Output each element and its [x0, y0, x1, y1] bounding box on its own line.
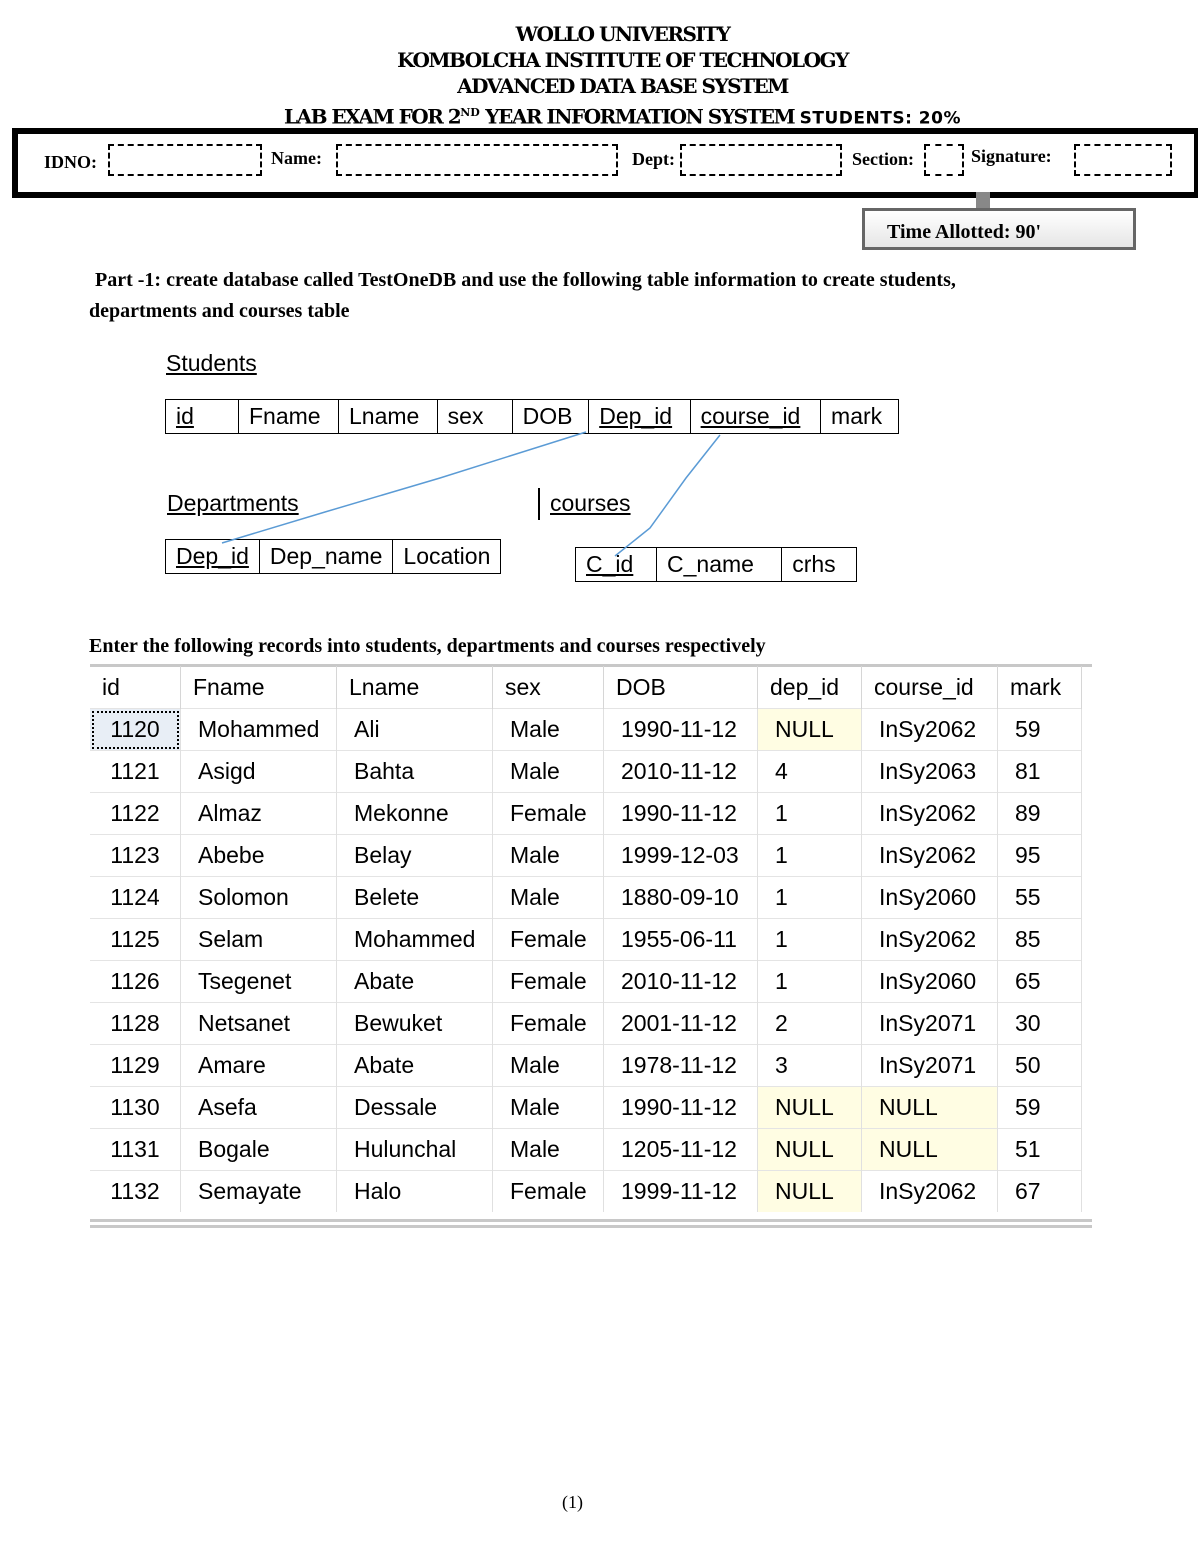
table-cell[interactable]: 1122	[90, 793, 181, 835]
table-cell[interactable]: Male	[493, 877, 604, 919]
table-row[interactable]	[90, 1129, 1082, 1171]
exam-suffix: STUDENTS: 20%	[799, 108, 961, 129]
students-schema-title: Students	[166, 350, 257, 376]
table-cell[interactable]: NULL	[758, 1171, 862, 1213]
table-cell[interactable]: Abate	[337, 961, 493, 1003]
departments-col-depname: Dep_name	[259, 540, 393, 574]
students-col-fname: Fname	[239, 400, 339, 434]
grid-bottom-border-2	[90, 1225, 1092, 1228]
table-cell[interactable]: 1128	[90, 1003, 181, 1045]
table-cell[interactable]: 59	[998, 1087, 1082, 1129]
records-col-header[interactable]: id	[90, 666, 181, 709]
table-cell[interactable]: 1126	[90, 961, 181, 1003]
table-cell[interactable]: 1955-06-11	[604, 919, 758, 961]
courses-col-crhs: crhs	[782, 548, 857, 582]
table-cell[interactable]: Bewuket	[337, 1003, 493, 1045]
table-cell[interactable]: 59	[998, 709, 1082, 751]
table-row[interactable]	[90, 1003, 1082, 1045]
departments-col-location: Location	[393, 540, 501, 574]
table-cell[interactable]: InSy2060	[862, 877, 998, 919]
table-cell[interactable]: Almaz	[181, 793, 337, 835]
table-row[interactable]	[90, 751, 1082, 793]
table-row[interactable]	[90, 1045, 1082, 1087]
table-cell[interactable]: Ali	[337, 709, 493, 751]
name-label: Name:	[271, 148, 322, 168]
table-row[interactable]	[90, 919, 1082, 961]
table-cell[interactable]: Abate	[337, 1045, 493, 1087]
records-col-header[interactable]: dep_id	[758, 666, 862, 709]
table-cell[interactable]: Semayate	[181, 1171, 337, 1213]
records-instruction: Enter the following records into students, departments and courses respectively	[89, 635, 766, 657]
table-cell[interactable]: NULL	[862, 1087, 998, 1129]
records-body	[90, 709, 1082, 1213]
table-cell[interactable]: Female	[493, 919, 604, 961]
table-cell[interactable]: 51	[998, 1129, 1082, 1171]
table-cell[interactable]: Hulunchal	[337, 1129, 493, 1171]
table-cell[interactable]: 1123	[90, 835, 181, 877]
part1-line1: Part -1: create database called TestOneDB and use the following table information to create students,	[95, 269, 956, 291]
table-cell[interactable]: Bahta	[337, 751, 493, 793]
table-cell[interactable]: Female	[493, 961, 604, 1003]
students-col-id: id	[166, 400, 239, 434]
table-cell[interactable]: Male	[493, 751, 604, 793]
table-cell[interactable]: NULL	[862, 1129, 998, 1171]
table-cell[interactable]: 1	[758, 877, 862, 919]
table-cell[interactable]: Belete	[337, 877, 493, 919]
table-cell[interactable]: Asigd	[181, 751, 337, 793]
table-cell[interactable]: 50	[998, 1045, 1082, 1087]
table-cell[interactable]: 3	[758, 1045, 862, 1087]
table-cell[interactable]: Mohammed	[181, 709, 337, 751]
table-cell[interactable]: NULL	[758, 1129, 862, 1171]
exam-prefix: LAB EXAM FOR 2	[283, 104, 461, 129]
records-col-header[interactable]: mark	[998, 666, 1082, 709]
table-cell[interactable]: 1129	[90, 1045, 181, 1087]
table-row[interactable]	[90, 1087, 1082, 1129]
table-cell[interactable]: 67	[998, 1171, 1082, 1213]
students-col-dob: DOB	[512, 400, 589, 434]
table-cell[interactable]: 95	[998, 835, 1082, 877]
courseid-link-line	[615, 435, 720, 556]
table-row[interactable]	[90, 1171, 1082, 1213]
table-cell[interactable]: NULL	[758, 709, 862, 751]
courses-schema-title: courses	[550, 490, 631, 516]
table-cell[interactable]: 1	[758, 961, 862, 1003]
table-cell[interactable]: InSy2071	[862, 1045, 998, 1087]
records-col-header[interactable]: sex	[493, 666, 604, 709]
table-cell[interactable]: Solomon	[181, 877, 337, 919]
table-cell[interactable]: 65	[998, 961, 1082, 1003]
table-cell[interactable]: InSy2062	[862, 835, 998, 877]
table-cell[interactable]: Halo	[337, 1171, 493, 1213]
table-cell[interactable]: Abebe	[181, 835, 337, 877]
table-cell[interactable]: 1880-09-10	[604, 877, 758, 919]
table-cell[interactable]: 1121	[90, 751, 181, 793]
students-col-lname: Lname	[339, 400, 438, 434]
table-cell[interactable]: InSy2062	[862, 709, 998, 751]
table-cell[interactable]: 89	[998, 793, 1082, 835]
table-cell[interactable]: Bogale	[181, 1129, 337, 1171]
table-cell[interactable]: Selam	[181, 919, 337, 961]
table-cell[interactable]: 1990-11-12	[604, 1087, 758, 1129]
table-cell[interactable]: Male	[493, 709, 604, 751]
exam-sup: ND	[460, 106, 480, 119]
table-cell[interactable]: 2010-11-12	[604, 961, 758, 1003]
time-allotted: Time Allotted: 90'	[862, 208, 1136, 250]
table-cell[interactable]: Male	[493, 1087, 604, 1129]
table-cell[interactable]: Tsegenet	[181, 961, 337, 1003]
table-cell[interactable]: 1205-11-12	[604, 1129, 758, 1171]
table-cell[interactable]: 1999-12-03	[604, 835, 758, 877]
table-cell[interactable]: Dessale	[337, 1087, 493, 1129]
students-col-mark: mark	[821, 400, 899, 434]
part1-line2: departments and courses table	[89, 300, 350, 322]
table-cell[interactable]: 1132	[90, 1171, 181, 1213]
table-cell[interactable]: Mohammed	[337, 919, 493, 961]
table-cell[interactable]: Mekonne	[337, 793, 493, 835]
table-cell[interactable]: Belay	[337, 835, 493, 877]
records-col-header[interactable]: Lname	[337, 666, 493, 709]
table-cell[interactable]: Female	[493, 1003, 604, 1045]
table-cell[interactable]: InSy2062	[862, 919, 998, 961]
students-col-sex: sex	[437, 400, 512, 434]
departments-col-depid: Dep_id	[166, 540, 260, 574]
table-cell[interactable]: 2	[758, 1003, 862, 1045]
courses-col-cname: C_name	[657, 548, 782, 582]
exam-mid: YEAR INFORMATION SYSTEM	[479, 104, 800, 129]
idno-label: IDNO:	[44, 152, 97, 172]
table-cell[interactable]: 1131	[90, 1129, 181, 1171]
grid-bottom-border	[90, 1219, 1092, 1222]
table-cell[interactable]: 1125	[90, 919, 181, 961]
table-cell[interactable]: Male	[493, 835, 604, 877]
courses-col-cid: C_id	[576, 548, 657, 582]
relationship-lines	[0, 0, 1200, 700]
table-cell[interactable]: Female	[493, 1171, 604, 1213]
table-row[interactable]	[90, 793, 1082, 835]
table-cell[interactable]: 1124	[90, 877, 181, 919]
table-cell[interactable]: Female	[493, 793, 604, 835]
table-row[interactable]	[90, 835, 1082, 877]
table-row[interactable]	[90, 709, 1082, 751]
records-header-row	[90, 666, 1082, 709]
table-cell[interactable]: 1	[758, 793, 862, 835]
table-cell[interactable]: 1120	[90, 709, 181, 751]
table-cell[interactable]: Asefa	[181, 1087, 337, 1129]
dept-label: Dept:	[632, 149, 675, 169]
table-cell[interactable]: 1990-11-12	[604, 793, 758, 835]
page-number: (1)	[562, 1492, 583, 1512]
depid-link-line	[222, 432, 586, 543]
records-col-header[interactable]: course_id	[862, 666, 998, 709]
table-cell[interactable]: 81	[998, 751, 1082, 793]
table-cell[interactable]: 2001-11-12	[604, 1003, 758, 1045]
signature-label: Signature:	[971, 146, 1052, 166]
table-row[interactable]	[90, 877, 1082, 919]
table-cell[interactable]: 1999-11-12	[604, 1171, 758, 1213]
table-cell[interactable]: 1	[758, 919, 862, 961]
table-cell[interactable]: 30	[998, 1003, 1082, 1045]
records-col-header[interactable]: Fname	[181, 666, 337, 709]
students-col-courseid: course_id	[690, 400, 820, 434]
table-row[interactable]	[90, 961, 1082, 1003]
table-cell[interactable]: InSy2071	[862, 1003, 998, 1045]
table-cell[interactable]: 4	[758, 751, 862, 793]
table-cell[interactable]: Male	[493, 1129, 604, 1171]
table-cell[interactable]: 1978-11-12	[604, 1045, 758, 1087]
section-label: Section:	[852, 149, 914, 169]
table-cell[interactable]: 55	[998, 877, 1082, 919]
table-cell[interactable]: 1	[758, 835, 862, 877]
table-cell[interactable]: Male	[493, 1045, 604, 1087]
table-cell[interactable]: NULL	[758, 1087, 862, 1129]
table-cell[interactable]: 85	[998, 919, 1082, 961]
university-title: WOLLO UNIVERSITY	[515, 22, 730, 46]
institute-title: KOMBOLCHA INSTITUTE OF TECHNOLOGY	[397, 48, 848, 72]
course-title: ADVANCED DATA BASE SYSTEM	[457, 74, 788, 98]
table-cell[interactable]: 1130	[90, 1087, 181, 1129]
table-cell[interactable]: 1990-11-12	[604, 709, 758, 751]
table-cell[interactable]: InSy2062	[862, 1171, 998, 1213]
records-grid[interactable]	[90, 666, 1090, 1212]
departments-schema-title: Departments	[167, 490, 299, 516]
table-cell[interactable]: InSy2063	[862, 751, 998, 793]
records-col-header[interactable]: DOB	[604, 666, 758, 709]
table-cell[interactable]: Netsanet	[181, 1003, 337, 1045]
students-col-depid: Dep_id	[589, 400, 690, 434]
table-cell[interactable]: InSy2062	[862, 793, 998, 835]
table-cell[interactable]: InSy2060	[862, 961, 998, 1003]
table-cell[interactable]: Amare	[181, 1045, 337, 1087]
table-cell[interactable]: 2010-11-12	[604, 751, 758, 793]
